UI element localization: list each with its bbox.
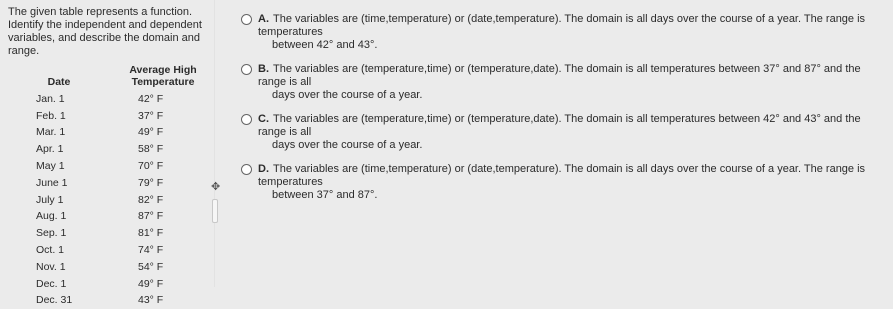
data-table <box>8 64 216 309</box>
date-cell: Sep. 1 <box>36 227 67 240</box>
table-row <box>8 108 216 125</box>
date-cell: Aug. 1 <box>36 210 67 223</box>
table-row <box>8 293 216 309</box>
temperature-cell: 82° F <box>138 193 164 206</box>
date-cell: Mar. 1 <box>36 126 66 139</box>
choice-d[interactable] <box>241 163 886 202</box>
temperature-cell: 74° F <box>138 244 164 257</box>
question-prompt: The given table represents a function. Identify the independent and dependent variables, and describe the domain and range. <box>8 6 202 57</box>
date-cell: Dec. 31 <box>36 294 73 307</box>
table-row <box>8 91 216 108</box>
column-header-date: Date <box>47 76 71 88</box>
date-cell: July 1 <box>36 193 64 206</box>
date-cell: June 1 <box>36 176 68 189</box>
temperature-cell: 87° F <box>138 210 164 223</box>
date-cell: Feb. 1 <box>36 109 66 122</box>
panel-resize-handle[interactable] <box>212 199 218 223</box>
column-header-temperature: Average High Temperature <box>129 64 197 88</box>
choice-text-continued: between 37° and 87°. <box>272 189 378 201</box>
table-row <box>8 125 216 142</box>
choice-b[interactable] <box>241 63 886 102</box>
choice-text: The variables are (time,temperature) or (date,temperature). The domain is all days over the course of a year. The range is temperatures <box>258 13 866 38</box>
date-cell: May 1 <box>36 160 65 173</box>
choice-letter: A. <box>258 13 269 25</box>
temperature-cell: 58° F <box>138 143 164 156</box>
table-row <box>8 242 216 259</box>
choice-letter: B. <box>258 63 269 75</box>
question-panel <box>8 6 216 309</box>
choice-letter: C. <box>258 113 269 125</box>
radio-button-a[interactable] <box>241 14 252 25</box>
choice-a[interactable] <box>241 13 886 52</box>
choice-text-continued: days over the course of a year. <box>272 139 423 151</box>
panel-divider <box>214 0 215 287</box>
table-row <box>8 225 216 242</box>
temperature-cell: 37° F <box>138 109 164 122</box>
choice-letter: D. <box>258 163 269 175</box>
temperature-cell: 43° F <box>138 294 164 307</box>
date-cell: Oct. 1 <box>36 244 65 257</box>
move-cursor-icon: ✥ <box>211 181 221 193</box>
choice-text: The variables are (time,temperature) or (date,temperature). The domain is all days over the course of a year. The range is temperatures <box>258 163 866 188</box>
temperature-cell: 42° F <box>138 92 164 105</box>
choice-text: The variables are (temperature,time) or (temperature,date). The domain is all temperatures between 37° and 87° and the range is all <box>258 63 861 88</box>
radio-button-b[interactable] <box>241 64 252 75</box>
date-cell: Nov. 1 <box>36 260 66 273</box>
choice-text-continued: days over the course of a year. <box>272 89 423 101</box>
table-row <box>8 276 216 293</box>
choice-c[interactable] <box>241 113 886 152</box>
choice-text: The variables are (temperature,time) or (temperature,date). The domain is all temperatures between 42° and 43° and the range is all <box>258 113 861 138</box>
temperature-cell: 79° F <box>138 176 164 189</box>
radio-button-d[interactable] <box>241 164 252 175</box>
table-row <box>8 192 216 209</box>
radio-button-c[interactable] <box>241 114 252 125</box>
temperature-cell: 54° F <box>138 260 164 273</box>
table-row <box>8 175 216 192</box>
table-row <box>8 209 216 226</box>
table-row <box>8 259 216 276</box>
date-cell: Jan. 1 <box>36 92 65 105</box>
date-cell: Apr. 1 <box>36 143 64 156</box>
answer-choices <box>241 13 886 213</box>
table-row <box>8 141 216 158</box>
temperature-cell: 49° F <box>138 277 164 290</box>
temperature-cell: 70° F <box>138 160 164 173</box>
table-row <box>8 158 216 175</box>
choice-text-continued: between 42° and 43°. <box>272 39 378 51</box>
temperature-cell: 81° F <box>138 227 164 240</box>
date-cell: Dec. 1 <box>36 277 67 290</box>
temperature-cell: 49° F <box>138 126 164 139</box>
